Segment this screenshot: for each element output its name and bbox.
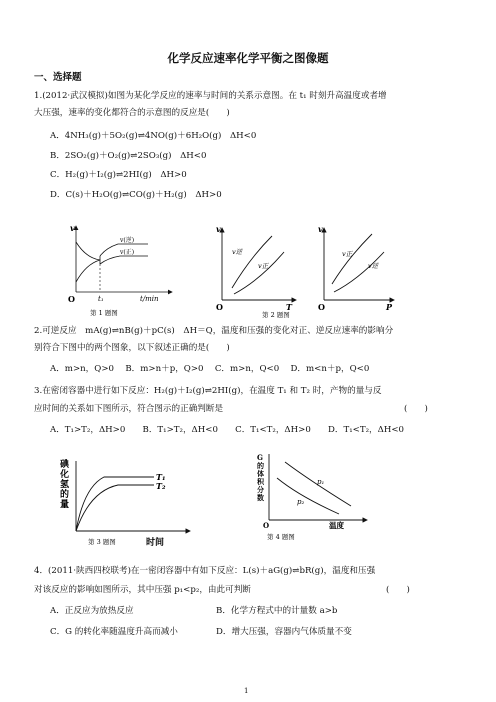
svg-text:氢: 氢 bbox=[60, 480, 70, 490]
q4-option-d: D．增大压强，容器内气体质量不变 bbox=[216, 627, 352, 637]
svg-text:的: 的 bbox=[257, 461, 264, 470]
section-heading: 一、选择题 bbox=[34, 72, 82, 83]
time-axis-label: t/min bbox=[140, 295, 159, 303]
svg-text:数: 数 bbox=[257, 493, 264, 502]
q1-option-a: A．4NH₃(g)＋5O₂(g)⇌4NO(g)＋6H₂O(g) ΔH<0 bbox=[50, 131, 257, 141]
page-number: 1 bbox=[244, 687, 249, 695]
curve-fwd-after bbox=[100, 256, 148, 264]
q2-stem-line1: 2.可逆反应 mA(g)⇌nB(g)＋pC(s) ΔH＝Q，温度和压强的变化对正、逆反应速率的影响分 bbox=[34, 326, 394, 336]
svg-text:碘: 碘 bbox=[60, 460, 70, 470]
q2-options: A．m>n，Q>0 B．m>n＋p，Q>0 C．m>n，Q<0 D．m<n＋p，Q<0 bbox=[50, 364, 370, 374]
v-axis-label: v bbox=[216, 224, 221, 234]
figure-4-g-fraction bbox=[255, 450, 375, 542]
q3-answer-paren: ( ) bbox=[404, 404, 428, 414]
q3-stem-line2: 应时间的关系如下图所示，符合图示的正确判断是 bbox=[34, 404, 224, 414]
y-axis-label bbox=[256, 453, 265, 502]
y-axis-label bbox=[59, 458, 70, 510]
q1-stem-line2: 大压强，速率的变化都符合的示意图的反应是( ) bbox=[34, 108, 230, 118]
p2-label: p₂ bbox=[297, 498, 305, 506]
origin-label: O bbox=[263, 521, 270, 530]
temperature-axis-label: 温度 bbox=[329, 521, 344, 530]
curve-T2 bbox=[76, 485, 154, 531]
q1-option-d: D．C(s)＋H₂O(g)⇌CO(g)＋H₂(g) ΔH>0 bbox=[50, 190, 222, 200]
origin-label: O bbox=[216, 302, 223, 312]
figure-1 bbox=[60, 222, 175, 317]
origin-label: O bbox=[68, 294, 75, 304]
curve-p2 bbox=[277, 478, 339, 514]
v-fwd-label: v正 bbox=[258, 262, 269, 270]
v-fwd-label: v(正) bbox=[120, 249, 135, 256]
T2-label: T₂ bbox=[156, 481, 166, 491]
figure-4-caption: 第 4 题图 bbox=[267, 533, 295, 541]
curve-rev-before bbox=[76, 256, 100, 282]
svg-text:分: 分 bbox=[257, 485, 264, 494]
origin-label: O bbox=[318, 302, 325, 312]
q3-stem-line1: 3.在密闭容器中进行如下反应：H₂(g)＋I₂(g)⇌2HI(g)，在温度 T₁ 和 T₂ 时，产物的量与反 bbox=[34, 386, 382, 396]
v-rev-label: v逆 bbox=[368, 262, 379, 270]
curve-v-fwd bbox=[332, 234, 372, 284]
q1-option-b: B．2SO₂(g)＋O₂(g)⇌2SO₃(g) ΔH<0 bbox=[50, 151, 207, 161]
p1-label: p₁ bbox=[317, 478, 325, 486]
temperature-axis-label: T bbox=[286, 302, 292, 312]
q3-options: A．T₁>T₂，ΔH>0 B．T₁>T₂，ΔH<0 C．T₁<T₂，ΔH>0 D．T₁<T₂，ΔH<0 bbox=[50, 425, 404, 435]
curve-fwd-before bbox=[76, 242, 100, 264]
q4-option-c: C．G 的转化率随温度升高而减小 bbox=[50, 627, 178, 637]
figure-3-hi-amount bbox=[58, 455, 193, 547]
svg-text:的: 的 bbox=[60, 490, 70, 500]
figure-1-caption: 第 1 题图 bbox=[90, 309, 118, 317]
q4-option-a: A．正反应为放热反应 bbox=[50, 606, 134, 616]
q4-answer-paren: ( ) bbox=[386, 585, 410, 595]
svg-text:积: 积 bbox=[257, 477, 264, 486]
q4-stem-line2: 对该反应的影响如图所示，其中压强 p₁<p₂，由此可判断 bbox=[34, 585, 251, 595]
svg-text:体: 体 bbox=[257, 469, 264, 478]
q4-stem-line1: 4．(2011·陕西四校联考)在一密闭容器中有如下反应：L(s)＋aG(g)⇌bR(g)，温度和压强 bbox=[34, 566, 376, 576]
figure-3 bbox=[314, 222, 399, 312]
v-rev-label: v(逆) bbox=[120, 237, 135, 244]
svg-text:化: 化 bbox=[60, 470, 70, 480]
figure-3-caption: 第 3 题图 bbox=[88, 538, 116, 546]
q1-stem-line1: 1.(2012·武汉模拟)如图为某化学反应的速率与时间的关系示意图。在 t₁ 时刻升高温度或者增 bbox=[34, 91, 387, 101]
curve-v-rev bbox=[334, 252, 384, 292]
figure-2 bbox=[210, 222, 305, 317]
v-fwd-label: v正 bbox=[342, 250, 353, 258]
figure-2-caption: 第 2 题图 bbox=[262, 311, 290, 319]
time-axis-label: 时间 bbox=[146, 538, 165, 548]
v-axis-label: v bbox=[318, 224, 323, 234]
svg-text:量: 量 bbox=[60, 500, 70, 510]
v-rev-label: v逆 bbox=[232, 248, 243, 256]
page-title: 化学反应速率化学平衡之图像题 bbox=[167, 51, 329, 65]
q2-stem-line2: 别符合下图中的两个图象，以下叙述正确的是( ) bbox=[34, 343, 230, 353]
pressure-axis-label: P bbox=[386, 302, 393, 312]
q4-option-b: B．化学方程式中的计量数 a>b bbox=[216, 606, 338, 616]
t1-label: t₁ bbox=[98, 295, 104, 303]
svg-text:G: G bbox=[257, 453, 263, 462]
q1-option-c: C．H₂(g)＋I₂(g)⇌2HI(g) ΔH>0 bbox=[50, 170, 187, 180]
T1-label: T₁ bbox=[156, 472, 166, 482]
v-axis-label: v bbox=[70, 223, 75, 233]
